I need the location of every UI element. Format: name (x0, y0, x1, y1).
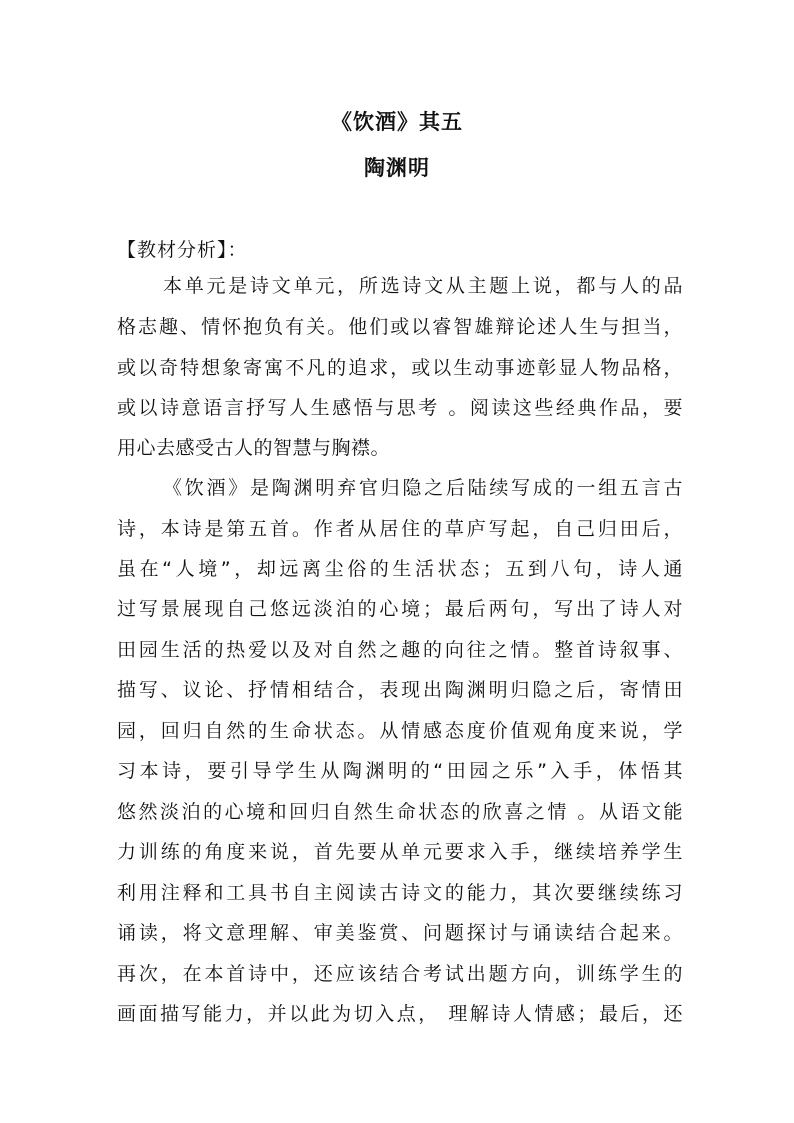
paragraph-line: 用心去感受古人的智慧与胸襟。 (117, 437, 391, 459)
paragraph-line: 《饮酒》是陶渊明弃官归隐之后陆续写成的一组五言古 (163, 477, 683, 499)
paragraph-line: 虽在“人境”，却远离尘俗的生活状态；五到八句，诗人通 (117, 558, 683, 580)
paragraph-line: 画面描写能力，并以此为切入点， 理解诗人情感；最后，还 (117, 1003, 683, 1025)
document-author: 陶渊明 (364, 156, 430, 180)
paragraph-line: 田园生活的热爱以及对自然之趣的向往之情。整首诗叙事、 (117, 639, 683, 661)
paragraph-line: 诗，本诗是第五首。作者从居住的草庐写起，自己归田后， (117, 518, 683, 540)
paragraph-line: 或以奇特想象寄寓不凡的追求，或以生动事迹彰显人物品格， (117, 357, 683, 379)
section-heading: 【教材分析】： (117, 239, 248, 261)
paragraph-line: 本单元是诗文单元，所选诗文从主题上说，都与人的品 (163, 275, 683, 297)
paragraph-line: 格志趣、情怀抱负有关。他们或以睿智雄辩论述人生与担当， (117, 316, 683, 338)
paragraph-line: 再次，在本首诗中，还应该结合考试出题方向，训练学生的 (117, 963, 683, 985)
paragraph-line: 过写景展现自己悠远淡泊的心境；最后两句，写出了诗人对 (117, 598, 683, 620)
paragraph-line: 习本诗，要引导学生从陶渊明的“田园之乐”入手，体悟其 (117, 760, 683, 782)
paragraph-line: 悠然淡泊的心境和回归自然生命状态的欣喜之情 。从语文能 (117, 801, 683, 823)
paragraph-line: 或以诗意语言抒写人生感悟与思考 。阅读这些经典作品，要 (117, 397, 683, 419)
paragraph-line: 诵读，将文意理解、审美鉴赏、问题探讨与诵读结合起来。 (117, 922, 683, 944)
paragraph-line: 描写、议论、抒情相结合，表现出陶渊明归隐之后，寄情田 (117, 679, 683, 701)
paragraph-line: 园，回归自然的生命状态。从情感态度价值观角度来说，学 (117, 720, 683, 742)
document-title: 《饮酒》其五 (331, 110, 463, 134)
paragraph-line: 力训练的角度来说，首先要从单元要求入手，继续培养学生 (117, 841, 683, 863)
paragraph-line: 利用注释和工具书自主阅读古诗文的能力，其次要继续练习 (117, 882, 683, 904)
